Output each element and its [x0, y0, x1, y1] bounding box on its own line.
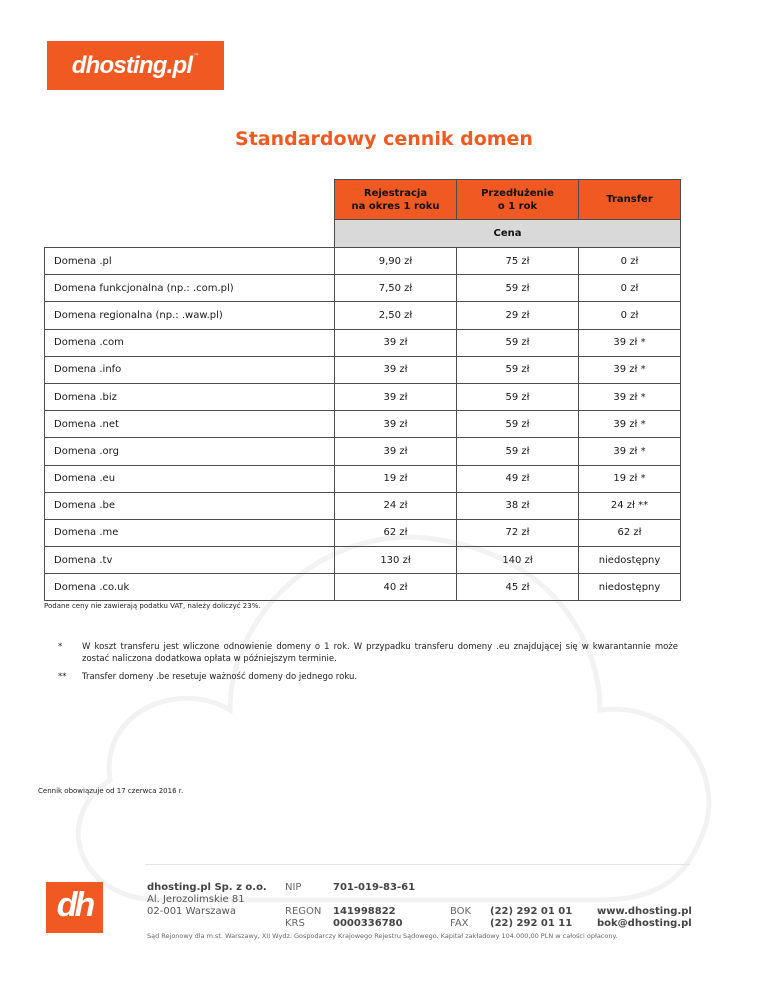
domain-name-cell: Domena .eu: [45, 465, 335, 492]
domain-name-cell: Domena .co.uk: [45, 574, 335, 601]
table-row: [45, 465, 681, 492]
bok-label: BOK: [450, 906, 472, 917]
transfer-price-cell: 39 zł *: [579, 438, 681, 465]
valid-from-note: Cennik obowiązuje od 17 czerwca 2016 r.: [38, 787, 184, 795]
domain-name-cell: Domena regionalna (np.: .waw.pl): [45, 302, 335, 329]
renewal-price-cell: 59 zł: [457, 438, 579, 465]
transfer-price-cell: niedostępny: [579, 574, 681, 601]
domain-name-cell: Domena funkcjonalna (np.: .com.pl): [45, 275, 335, 302]
footnote-text: Transfer domeny .be resetuje ważność domeny do jednego roku.: [82, 672, 358, 682]
fax-number: (22) 292 01 11: [490, 918, 573, 929]
table-row: [45, 574, 681, 601]
renewal-price-cell: 38 zł: [457, 492, 579, 519]
table-row: [45, 356, 681, 383]
header-registration: Rejestracja na okres 1 roku: [335, 180, 457, 220]
court-registration-note: Sąd Rejonowy dla m.st. Warszawy, XII Wydz. Gospodarczy Krajowego Rejestru Sądowego. Kapitał zakładowy 104.000,00 PLN w całości opłacony.: [147, 932, 618, 940]
renewal-price-cell: 29 zł: [457, 302, 579, 329]
table-row: [45, 383, 681, 410]
logo-text: dhosting.pl: [71, 51, 193, 79]
transfer-price-cell: 39 zł *: [579, 383, 681, 410]
transfer-price-cell: 39 zł *: [579, 329, 681, 356]
renewal-price-cell: 72 zł: [457, 519, 579, 546]
brand-logo[interactable]: [47, 41, 224, 90]
transfer-price-cell: 0 zł: [579, 275, 681, 302]
vat-note: Podane ceny nie zawierają podatku VAT, należy doliczyć 23%.: [44, 602, 261, 610]
domain-name-cell: Domena .net: [45, 411, 335, 438]
registration-price-cell: 39 zł: [335, 329, 457, 356]
transfer-price-cell: niedostępny: [579, 547, 681, 574]
renewal-price-cell: 59 zł: [457, 411, 579, 438]
domain-name-cell: Domena .be: [45, 492, 335, 519]
nip-label: NIP: [285, 882, 302, 893]
registration-price-cell: 130 zł: [335, 547, 457, 574]
page-title: Standardowy cennik domen: [235, 128, 533, 150]
header-price: Cena: [335, 220, 681, 248]
krs-label: KRS: [285, 918, 305, 929]
website-link[interactable]: www.dhosting.pl: [597, 906, 692, 917]
transfer-price-cell: 0 zł: [579, 248, 681, 275]
renewal-price-cell: 49 zł: [457, 465, 579, 492]
bok-phone[interactable]: (22) 292 01 01: [490, 906, 573, 917]
company-block: [147, 882, 267, 918]
footer-logo: [46, 882, 103, 933]
domain-name-cell: Domena .info: [45, 356, 335, 383]
fax-label: FAX: [450, 918, 469, 929]
address-line-2: 02-001 Warszawa: [147, 906, 236, 917]
email-link[interactable]: bok@dhosting.pl: [597, 918, 692, 929]
footer-divider: [145, 864, 690, 865]
transfer-price-cell: 39 zł *: [579, 411, 681, 438]
table-corner: [45, 180, 335, 220]
transfer-price-cell: 19 zł *: [579, 465, 681, 492]
registration-price-cell: 2,50 zł: [335, 302, 457, 329]
table-row: [45, 248, 681, 275]
registration-price-cell: 7,50 zł: [335, 275, 457, 302]
registration-price-cell: 39 zł: [335, 383, 457, 410]
domain-name-cell: Domena .pl: [45, 248, 335, 275]
renewal-price-cell: 59 zł: [457, 383, 579, 410]
table-row: [45, 492, 681, 519]
renewal-price-cell: 59 zł: [457, 329, 579, 356]
company-name: dhosting.pl Sp. z o.o.: [147, 882, 267, 893]
table-row: [45, 411, 681, 438]
transfer-price-cell: 39 zł *: [579, 356, 681, 383]
registration-price-cell: 9,90 zł: [335, 248, 457, 275]
table-row: [45, 329, 681, 356]
price-table: [44, 179, 681, 601]
footnote-1: [58, 641, 678, 665]
renewal-price-cell: 59 zł: [457, 356, 579, 383]
table-row: [45, 519, 681, 546]
address-line-1: Al. Jerozolimskie 81: [147, 894, 245, 905]
registration-price-cell: 39 zł: [335, 356, 457, 383]
header-transfer: Transfer: [579, 180, 681, 220]
domain-name-cell: Domena .biz: [45, 383, 335, 410]
domain-name-cell: Domena .org: [45, 438, 335, 465]
logo-trademark: ™: [193, 53, 200, 60]
footnote-text: W koszt transferu jest wliczone odnowienie domeny o 1 rok. W przypadku transferu domeny .eu znajdującej się w kwarantannie może zostać naliczona dodatkowa opłata w późniejszym terminie.: [82, 642, 678, 664]
renewal-price-cell: 75 zł: [457, 248, 579, 275]
transfer-price-cell: 62 zł: [579, 519, 681, 546]
transfer-price-cell: 24 zł **: [579, 492, 681, 519]
registration-price-cell: 40 zł: [335, 574, 457, 601]
footer-logo-text: dh: [56, 886, 93, 924]
renewal-price-cell: 45 zł: [457, 574, 579, 601]
nip-value: 701-019-83-61: [333, 882, 416, 893]
regon-value: 141998822: [333, 906, 396, 917]
regon-label: REGON: [285, 906, 322, 917]
transfer-price-cell: 0 zł: [579, 302, 681, 329]
domain-name-cell: Domena .me: [45, 519, 335, 546]
header-renewal: Przedłużenie o 1 rok: [457, 180, 579, 220]
table-row: [45, 302, 681, 329]
registration-price-cell: 62 zł: [335, 519, 457, 546]
footnote-mark: **: [58, 672, 67, 682]
footnote-mark: *: [58, 642, 63, 652]
registration-price-cell: 39 zł: [335, 411, 457, 438]
footnote-2: [58, 671, 678, 683]
domain-name-cell: Domena .tv: [45, 547, 335, 574]
registration-price-cell: 19 zł: [335, 465, 457, 492]
table-corner-2: [45, 220, 335, 248]
registration-price-cell: 24 zł: [335, 492, 457, 519]
table-row: [45, 438, 681, 465]
domain-name-cell: Domena .com: [45, 329, 335, 356]
table-row: [45, 275, 681, 302]
registration-price-cell: 39 zł: [335, 438, 457, 465]
renewal-price-cell: 140 zł: [457, 547, 579, 574]
renewal-price-cell: 59 zł: [457, 275, 579, 302]
krs-value: 0000336780: [333, 918, 403, 929]
table-row: [45, 547, 681, 574]
